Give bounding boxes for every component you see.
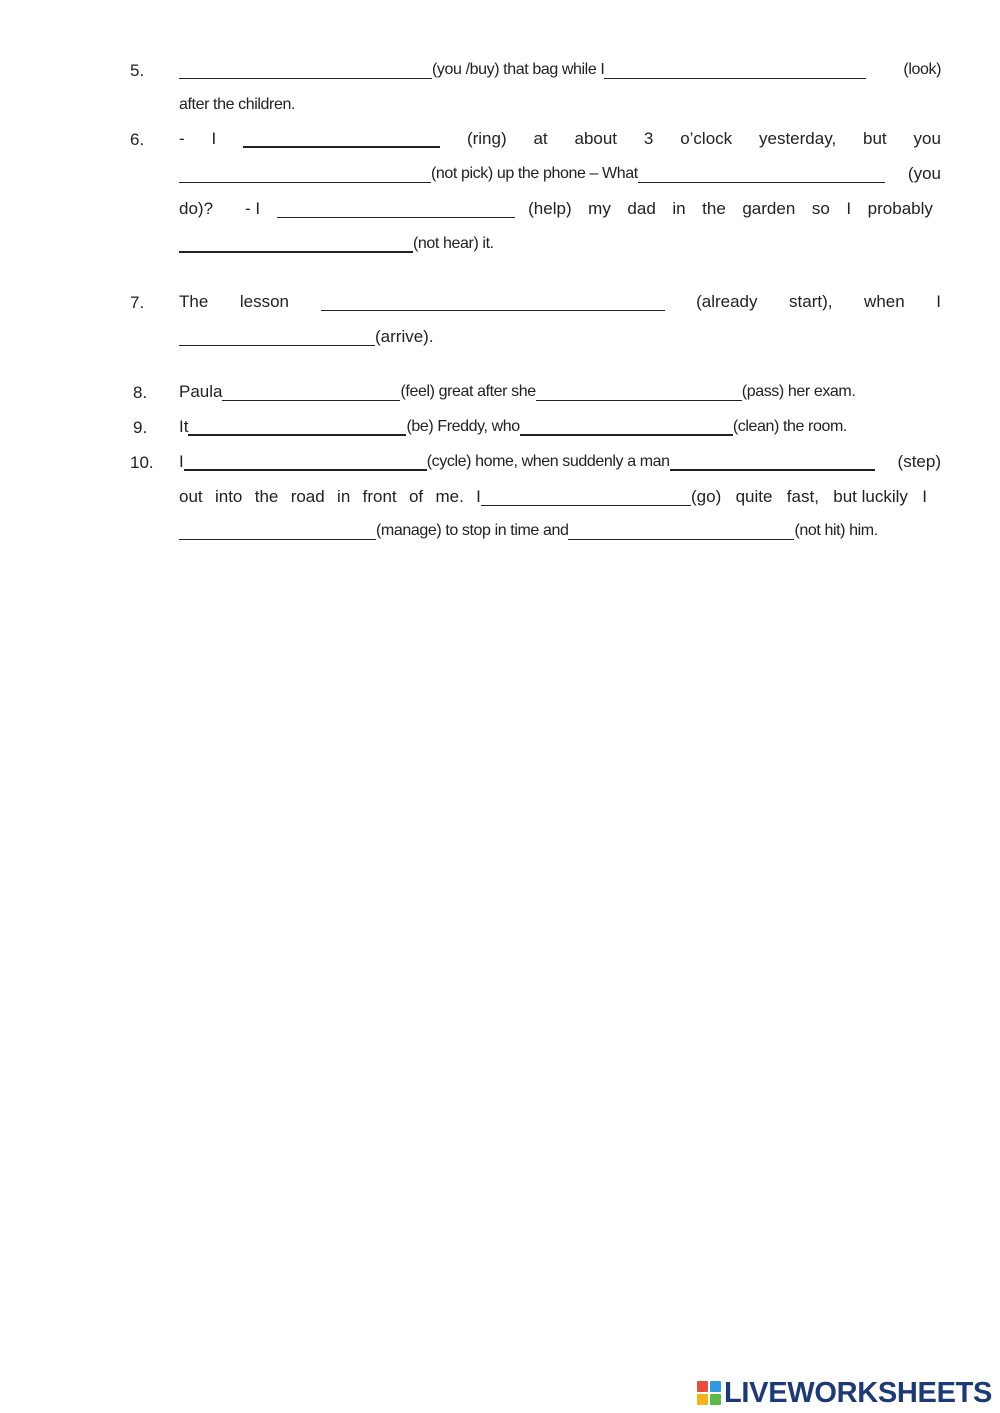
answer-blank[interactable] — [670, 451, 875, 471]
sentence-text: (arrive). — [375, 327, 434, 346]
word: road — [290, 487, 325, 506]
word: but luckily — [833, 487, 908, 506]
question-10-line-3 — [179, 519, 941, 543]
logo-grid-icon — [697, 1381, 721, 1405]
question-10-line-1 — [179, 450, 941, 474]
word: my — [588, 199, 611, 218]
logo-tile — [710, 1381, 721, 1392]
word: - — [179, 129, 185, 148]
answer-blank[interactable] — [179, 521, 376, 540]
answer-blank[interactable] — [184, 451, 427, 471]
word: (help) — [528, 199, 572, 218]
sentence-text: (manage) to stop in time and — [376, 522, 569, 539]
word: 3 — [643, 129, 654, 148]
word: fast, — [786, 487, 819, 506]
sentence-text: (step) — [897, 452, 941, 471]
question-6-line-1 — [179, 127, 941, 151]
sentence-words — [691, 486, 927, 509]
word: quite — [735, 487, 773, 506]
question-6-line-2 — [179, 162, 941, 186]
sentence-text: (be) Freddy, who — [406, 418, 520, 435]
answer-blank[interactable] — [481, 487, 691, 506]
word: yesterday, — [759, 129, 837, 148]
sentence-text: (you /buy) that bag while I — [432, 61, 605, 78]
answer-blank[interactable] — [536, 382, 742, 401]
word: (already — [696, 292, 758, 311]
word: of — [408, 487, 424, 506]
question-number: 6. — [130, 130, 145, 149]
question-number: 5. — [130, 61, 145, 80]
answer-blank[interactable] — [188, 416, 406, 436]
word: the — [702, 199, 726, 218]
question-6-line-3 — [179, 197, 941, 221]
answer-blank[interactable] — [604, 60, 866, 79]
brand-name: LIVEWORKSHEETS — [724, 1376, 993, 1409]
answer-blank[interactable] — [277, 199, 515, 218]
question-5-line-1 — [179, 58, 941, 82]
word: front — [362, 487, 397, 506]
word: start), — [789, 292, 833, 311]
word: garden — [742, 199, 796, 218]
sentence-text: (pass) her exam. — [741, 383, 856, 400]
answer-blank[interactable] — [179, 164, 431, 183]
sentence-words — [179, 486, 481, 509]
sentence-text: (look) — [903, 61, 941, 78]
word: - I — [245, 199, 261, 218]
word: lesson — [239, 292, 289, 311]
word: probably — [867, 199, 933, 218]
word: when — [864, 292, 905, 311]
answer-blank[interactable] — [520, 416, 733, 436]
word: in — [672, 199, 686, 218]
question-10-line-2 — [179, 485, 927, 509]
sentence-text: It — [179, 417, 189, 436]
word: into — [214, 487, 243, 506]
answer-blank[interactable] — [568, 521, 794, 540]
sentence-text: (not hit) him. — [794, 522, 878, 539]
word: out — [179, 487, 203, 506]
sentence-text: (feel) great after she — [400, 383, 536, 400]
sentence-text: (not pick) up the phone – What — [431, 165, 638, 182]
word: but — [863, 129, 887, 148]
word: I — [936, 292, 941, 311]
word: The — [179, 292, 209, 311]
word: do)? — [179, 199, 214, 218]
logo-tile — [697, 1381, 708, 1392]
word: you — [913, 129, 941, 148]
sentence-text: (clean) the room. — [732, 418, 847, 435]
question-8-line — [179, 380, 941, 404]
question-number: 9. — [133, 418, 148, 437]
word: (go) — [691, 487, 722, 506]
word: dad — [627, 199, 656, 218]
word: about — [574, 129, 618, 148]
sentence-text: I — [179, 452, 184, 471]
sentence-text: (not hear) it. — [413, 235, 494, 252]
question-number: 8. — [133, 383, 148, 402]
question-number: 7. — [130, 293, 145, 312]
word: in — [337, 487, 351, 506]
word: I — [922, 487, 927, 506]
logo-tile — [710, 1394, 721, 1405]
word: I — [211, 129, 217, 148]
answer-blank[interactable] — [179, 233, 413, 253]
sentence-text: after the children. — [179, 96, 296, 113]
answer-blank[interactable] — [243, 128, 440, 148]
question-9-line — [179, 415, 941, 439]
question-7-line-2 — [179, 325, 941, 349]
word: the — [254, 487, 279, 506]
answer-blank[interactable] — [638, 164, 885, 183]
word: me. — [435, 487, 464, 506]
answer-blank[interactable] — [179, 327, 375, 346]
logo-tile — [697, 1394, 708, 1405]
sentence-words — [528, 198, 933, 221]
word: o’clock — [680, 129, 733, 148]
sentence-text: (you — [907, 164, 941, 183]
sentence-text: Paula — [179, 382, 223, 401]
sentence-text: (cycle) home, when suddenly a man — [426, 453, 670, 470]
answer-blank[interactable] — [179, 60, 432, 79]
question-5-line-2 — [179, 93, 941, 117]
word: at — [533, 129, 548, 148]
word: (ring) — [466, 129, 507, 148]
word: I — [476, 487, 481, 506]
answer-blank[interactable] — [321, 292, 665, 311]
question-6-line-4 — [179, 232, 941, 256]
liveworksheets-logo — [697, 1378, 992, 1408]
question-7-line-1 — [179, 290, 941, 314]
word: I — [846, 199, 852, 218]
answer-blank[interactable] — [222, 382, 400, 401]
question-number: 10. — [130, 453, 154, 472]
word: so — [811, 199, 830, 218]
